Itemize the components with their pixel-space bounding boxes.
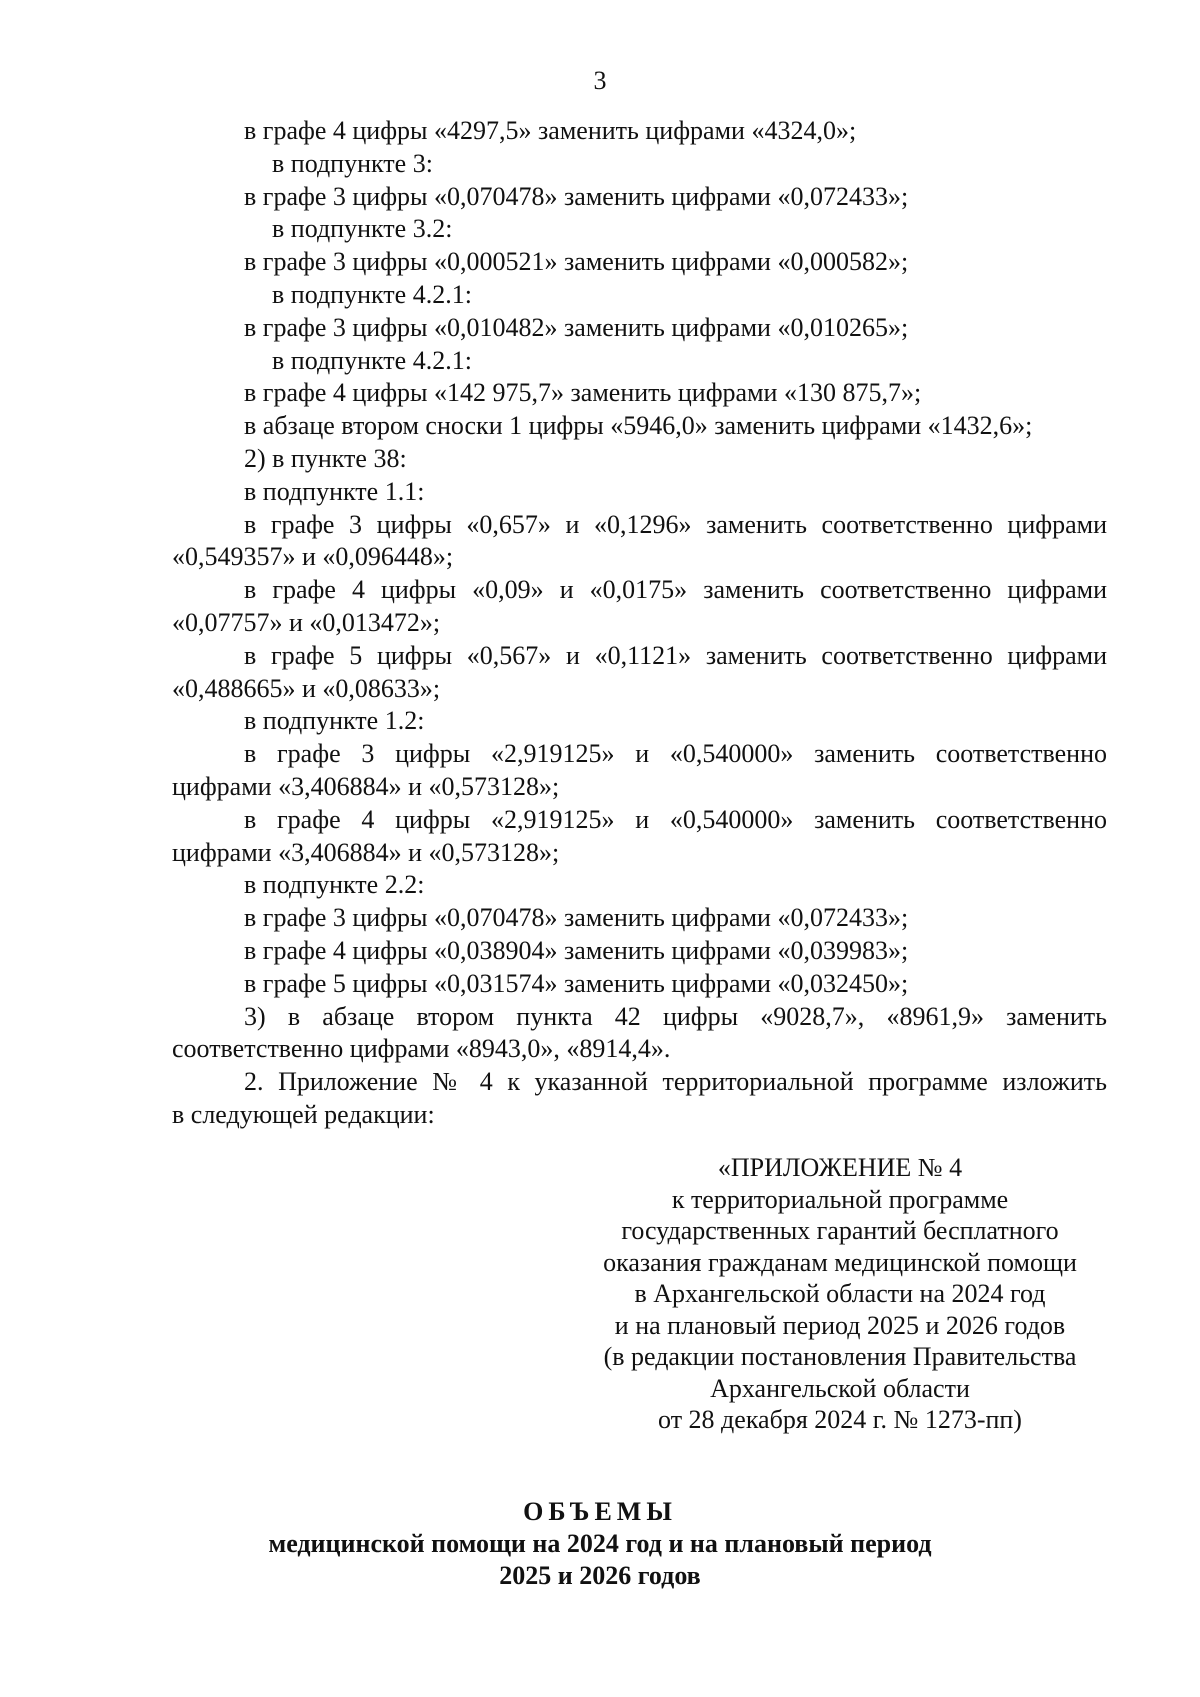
text-line: в подпункте 3:: [272, 148, 433, 178]
text-line: 3) в абзаце втором пункта 42 цифры «9028,7», «8961,9» заменить: [244, 1001, 1107, 1031]
document-body: [172, 115, 1107, 1132]
text-line: в подпункте 1.2:: [244, 706, 425, 736]
text-line: «0,07757» и «0,013472»;: [172, 607, 441, 637]
text-line: в графе 3 цифры «0,070478» заменить цифрами «0,072433»;: [244, 903, 909, 933]
text-line: соответственно цифрами «8943,0», «8914,4».: [172, 1034, 671, 1064]
text-line: цифрами «3,406884» и «0,573128»;: [172, 837, 560, 867]
text-line: «0,549357» и «0,096448»;: [172, 542, 454, 572]
text-line: в графе 4 цифры «0,038904» заменить цифрами «0,039983»;: [244, 935, 909, 965]
text-line: в графе 3 цифры «2,919125» и «0,540000» заменить соответственно: [244, 739, 1107, 769]
appendix-line: «ПРИЛОЖЕНИЕ № 4: [717, 1153, 963, 1182]
text-line: в следующей редакции:: [172, 1099, 435, 1129]
text-line: в графе 4 цифры «0,09» и «0,0175» заменить соответственно цифрами: [244, 575, 1107, 605]
heading-title: ОБЪЕМЫ: [523, 1497, 677, 1526]
appendix-line: государственных гарантий бесплатного: [621, 1216, 1059, 1245]
appendix-line: и на плановый период 2025 и 2026 годов: [614, 1310, 1066, 1340]
appendix-line: к территориальной программе: [671, 1184, 1009, 1214]
text-line: в подпункте 1.1:: [244, 476, 425, 506]
text-line: в подпункте 4.2.1:: [272, 345, 472, 375]
appendix-block: [560, 1152, 1120, 1436]
appendix-line: от 28 декабря 2024 г. № 1273-пп): [658, 1405, 1022, 1434]
text-line: в графе 3 цифры «0,000521» заменить цифрами «0,000582»;: [244, 247, 909, 277]
text-line: в графе 4 цифры «2,919125» и «0,540000» заменить соответственно: [244, 804, 1107, 834]
section-heading: [0, 1496, 1200, 1592]
text-line: в подпункте 4.2.1:: [272, 279, 472, 309]
appendix-line: оказания гражданам медицинской помощи: [603, 1247, 1077, 1277]
appendix-line: Архангельской области: [710, 1373, 970, 1403]
heading-line-1: медицинской помощи на 2024 год и на плановый период: [268, 1529, 932, 1558]
page-number: 3: [593, 66, 607, 95]
text-line: в графе 5 цифры «0,031574» заменить цифрами «0,032450»;: [244, 968, 909, 998]
appendix-line: (в редакции постановления Правительства: [603, 1342, 1077, 1371]
text-line: в подпункте 3.2:: [272, 214, 453, 244]
text-line: в абзаце втором сноски 1 цифры «5946,0» заменить цифрами «1432,6»;: [244, 411, 1033, 441]
text-line: 2. Приложение № 4 к указанной территориальной программе изложить: [244, 1067, 1107, 1097]
text-line: в графе 4 цифры «142 975,7» заменить цифрами «130 875,7»;: [244, 378, 922, 408]
text-line: «0,488665» и «0,08633»;: [172, 673, 441, 703]
text-line: в графе 3 цифры «0,657» и «0,1296» заменить соответственно цифрами: [244, 509, 1107, 539]
text-line: цифрами «3,406884» и «0,573128»;: [172, 771, 560, 801]
text-line: в подпункте 2.2:: [244, 870, 425, 900]
heading-line-2: 2025 и 2026 годов: [499, 1561, 701, 1590]
text-line: в графе 5 цифры «0,567» и «0,1121» заменить соответственно цифрами: [244, 640, 1107, 670]
text-line: 2) в пункте 38:: [244, 443, 407, 473]
text-line: в графе 4 цифры «4297,5» заменить цифрами «4324,0»;: [244, 116, 857, 145]
text-line: в графе 3 цифры «0,070478» заменить цифрами «0,072433»;: [244, 181, 909, 211]
appendix-line: в Архангельской области на 2024 год: [634, 1279, 1046, 1308]
text-line: в графе 3 цифры «0,010482» заменить цифрами «0,010265»;: [244, 312, 909, 342]
